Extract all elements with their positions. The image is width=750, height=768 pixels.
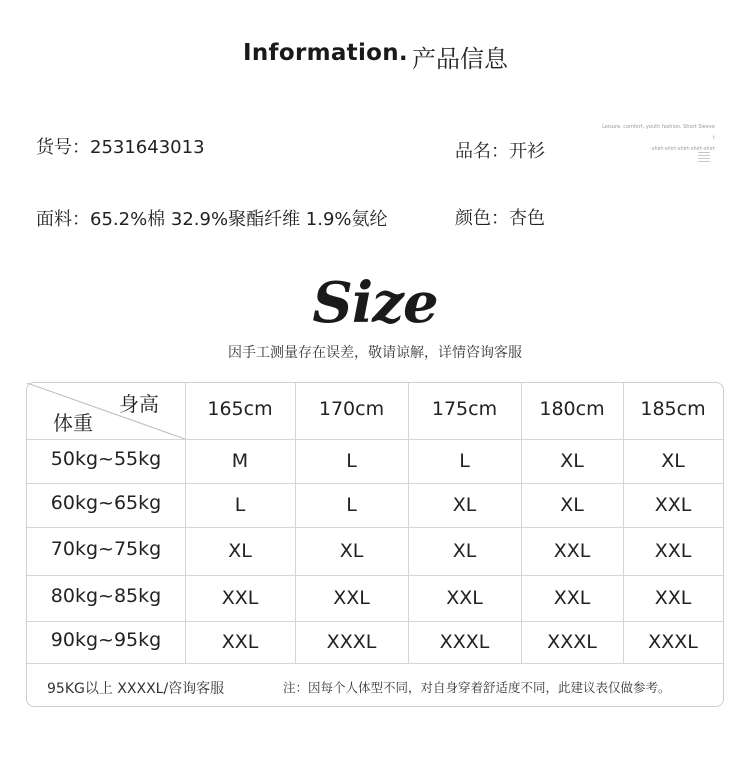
tagline-line-1: Leisure, comfort, youth fashion, Short Sleeve t bbox=[602, 124, 715, 141]
weight-label: 60kg~65kg bbox=[50, 492, 162, 514]
size-value: XXL bbox=[221, 631, 259, 653]
size-value: XL bbox=[661, 450, 685, 472]
size-value: XXL bbox=[446, 587, 483, 609]
menu-lines-icon bbox=[698, 152, 710, 164]
table-row-divider bbox=[27, 663, 723, 664]
size-value: L bbox=[459, 450, 470, 472]
size-value: M bbox=[231, 450, 249, 472]
height-header: 185cm bbox=[640, 398, 706, 420]
height-header: 170cm bbox=[318, 398, 385, 420]
corner-height-label: 身高 bbox=[119, 392, 159, 416]
info-title-cn: 产品信息 bbox=[412, 45, 508, 73]
size-value: XXXL bbox=[439, 631, 490, 653]
tagline bbox=[600, 122, 715, 155]
size-value: XXL bbox=[654, 587, 692, 609]
size-value: L bbox=[346, 450, 357, 472]
weight-label: 70kg~75kg bbox=[50, 538, 162, 560]
table-row-divider bbox=[27, 483, 723, 484]
size-note: 因手工测量存在误差，敬请谅解，详情咨询客服 bbox=[228, 345, 522, 361]
table-row-divider bbox=[27, 527, 723, 528]
info-title-en: Information. bbox=[243, 40, 408, 66]
table-row-divider bbox=[27, 439, 723, 440]
size-table bbox=[26, 382, 724, 707]
height-header: 175cm bbox=[431, 398, 498, 420]
size-value: XXXL bbox=[547, 631, 597, 653]
size-value: XXXL bbox=[326, 631, 377, 653]
corner-weight-label: 体重 bbox=[53, 411, 93, 435]
footer-note-right: 注：因每个人体型不同，对自身穿着舒适度不同，此建议表仅做参考。 bbox=[283, 680, 671, 695]
size-value: XL bbox=[228, 540, 252, 562]
size-value: XL bbox=[452, 494, 477, 516]
tagline-line-2: -shirt-shirt-shirt-shirt-shirt bbox=[650, 146, 715, 152]
height-header: 180cm bbox=[539, 398, 605, 420]
size-value: XL bbox=[452, 540, 477, 562]
size-value: XXXL bbox=[648, 631, 698, 653]
size-value: XXL bbox=[221, 587, 259, 609]
size-value: XXL bbox=[654, 494, 692, 516]
size-title: Size bbox=[312, 270, 438, 336]
weight-label: 90kg~95kg bbox=[50, 629, 162, 651]
table-row-divider bbox=[27, 575, 723, 576]
product-name: 品名：开衫 bbox=[455, 141, 545, 162]
size-value: XXL bbox=[654, 540, 692, 562]
fabric: 面料：65.2%棉 32.9%聚酯纤维 1.9%氨纶 bbox=[36, 209, 388, 230]
item-number: 货号：2531643013 bbox=[36, 137, 205, 158]
size-value: XXL bbox=[333, 587, 370, 609]
height-header: 165cm bbox=[207, 398, 273, 420]
corner-diagonal bbox=[27, 383, 185, 439]
size-value: XL bbox=[560, 494, 584, 516]
table-row-divider bbox=[27, 621, 723, 622]
size-value: XL bbox=[339, 540, 364, 562]
weight-label: 50kg~55kg bbox=[50, 448, 162, 470]
weight-label: 80kg~85kg bbox=[50, 585, 162, 607]
product-color: 颜色：杏色 bbox=[455, 208, 545, 229]
size-value: L bbox=[234, 494, 246, 516]
size-value: L bbox=[346, 494, 357, 516]
size-value: XXL bbox=[553, 587, 591, 609]
footer-note-left: 95KG以上 XXXXL/咨询客服 bbox=[47, 681, 225, 697]
size-value: XL bbox=[560, 450, 584, 472]
size-value: XXL bbox=[553, 540, 591, 562]
